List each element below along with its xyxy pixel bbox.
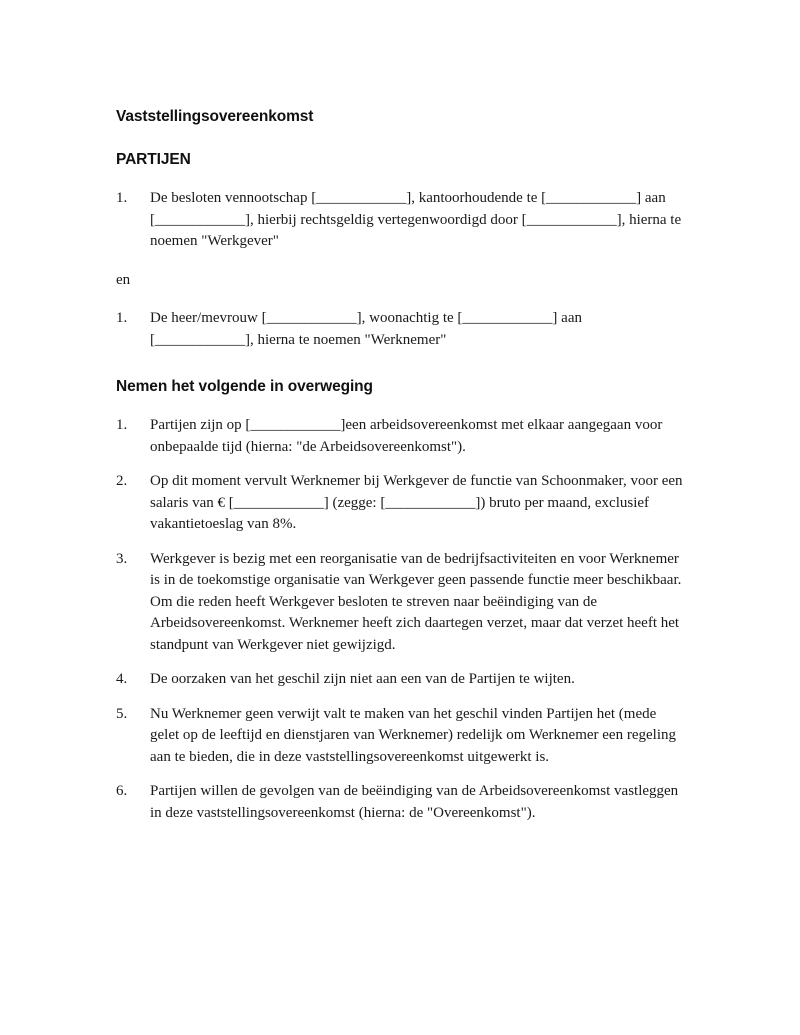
list-item-text: De heer/mevrouw [____________], woonachtig te [____________] aan [____________], hierna te noemen "Werknemer" bbox=[150, 310, 582, 348]
considerations-list bbox=[116, 415, 686, 824]
list-item bbox=[116, 471, 686, 536]
list-item-marker: 5. bbox=[116, 705, 128, 722]
page-title: Vaststellingsovereenkomst bbox=[116, 108, 314, 125]
list-item bbox=[116, 781, 686, 824]
list-item-marker: 2. bbox=[116, 473, 128, 489]
list-item-marker: 4. bbox=[116, 671, 128, 687]
list-item bbox=[116, 704, 686, 769]
parties-list-employer bbox=[116, 188, 686, 253]
list-item-marker: 1. bbox=[116, 310, 128, 326]
section-heading-considerations: Nemen het volgende in overweging bbox=[116, 378, 373, 395]
conjunction-en: en bbox=[116, 271, 131, 288]
list-item-text: Werkgever is bezig met een reorganisatie van de bedrijfsactiviteiten en voor Werknemer is in de toekomstige organisatie van Werkgever geen passende functie meer beschikbaar. Om die reden heeft Werkgever besloten te streven naar beëindiging van de Arbeidsovereenkomst. Werknemer heeft zich daartegen verzet, maar dat verzet heeft het standpunt van Werkgever niet gewijzigd. bbox=[150, 550, 682, 653]
list-item bbox=[116, 308, 686, 351]
list-item-text: De besloten vennootschap [____________], kantoorhoudende te [____________] aan [____________], hierbij rechtsgeldig vertegenwoordigd door [____________], hierna te noemen "Werkgever" bbox=[150, 190, 682, 249]
list-item-marker: 1. bbox=[116, 190, 128, 206]
list-item bbox=[116, 188, 686, 253]
list-item bbox=[116, 415, 686, 458]
list-item-text: Partijen willen de gevolgen van de beëindiging van de Arbeidsovereenkomst vastleggen in deze vaststellingsovereenkomst (hierna: de "Overeenkomst"). bbox=[150, 783, 679, 821]
parties-list-employee bbox=[116, 308, 686, 351]
list-item-text: De oorzaken van het geschil zijn niet aan een van de Partijen te wijten. bbox=[150, 671, 575, 687]
list-item-marker: 3. bbox=[116, 550, 128, 567]
list-item-text: Op dit moment vervult Werknemer bij Werkgever de functie van Schoonmaker, voor een salaris van € [____________] (zegge: [____________]) bruto per maand, exclusief vakantietoeslag van 8%. bbox=[150, 473, 683, 532]
list-item bbox=[116, 669, 686, 691]
list-item-marker: 1. bbox=[116, 417, 128, 433]
list-item-text: Partijen zijn op [____________]een arbeidsovereenkomst met elkaar aangegaan voor onbepaalde tijd (hierna: "de Arbeidsovereenkomst"). bbox=[150, 417, 663, 455]
list-item bbox=[116, 549, 686, 657]
list-item-text: Nu Werknemer geen verwijt valt te maken van het geschil vinden Partijen het (mede gelet op de leeftijd en dienstjaren van Werknemer) redelijk om Werknemer een regeling aan te bieden, die in deze vaststellingsovereenkomst uitgewerkt is. bbox=[150, 705, 676, 765]
section-heading-parties: PARTIJEN bbox=[116, 151, 191, 168]
document-content bbox=[116, 107, 686, 824]
list-item-marker: 6. bbox=[116, 783, 128, 799]
